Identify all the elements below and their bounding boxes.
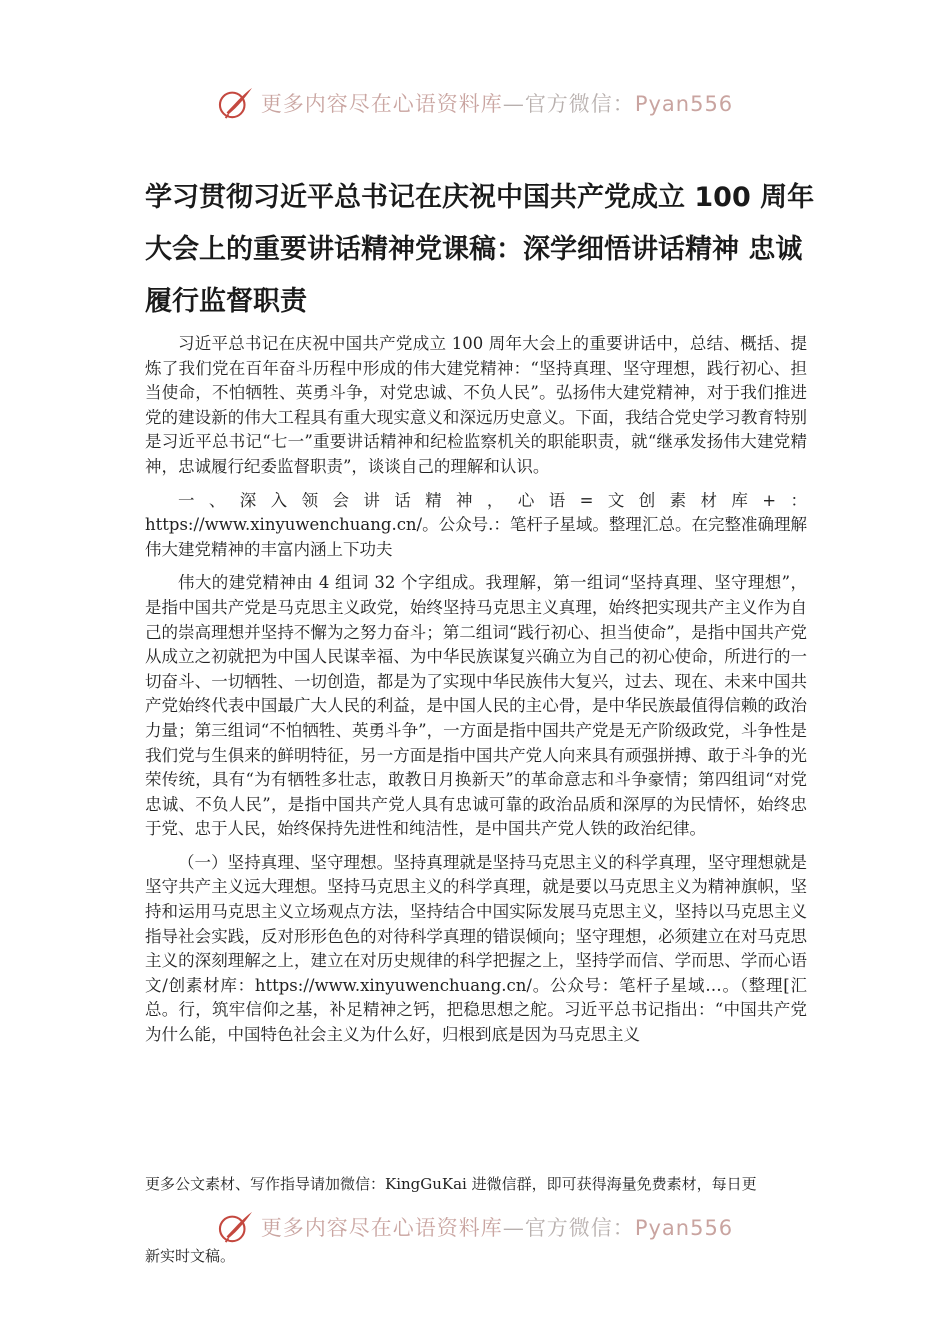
watermark-text: 更多内容尽在心语资料库 xyxy=(260,92,503,116)
paragraph-intro: 习近平总书记在庆祝中国共产党成立 100 周年大会上的重要讲话中，总结、概括、提炼了我们党在百年奋斗历程中形成的伟大建党精神：“坚持真理、坚守理想，践行初心、担当使命，不怕牺牲、英勇斗争，对党忠诚、不负人民”。弘扬伟大建党精神，对于我们推进党的建设新的伟大工程具有重大现实意义和深远历史意义。下面，我结合党史学习教育特别是习近平总书记“七一”重要讲话精神和纪检监察机关的职能职责，就“继承发扬伟大建党精神，忠诚履行纪委监督职责”，谈谈自己的理解和认识。 xyxy=(145,334,807,476)
watermark-top xyxy=(0,86,950,120)
watermark-wechat-id: Pyan556 xyxy=(634,92,734,116)
watermark-separator: —官方微信： xyxy=(502,92,635,116)
quill-logo-icon xyxy=(217,1210,255,1244)
document-body xyxy=(145,332,807,1057)
paragraph-truth-ideals: （一）坚持真理、坚守理想。坚持真理就是坚持马克思主义的科学真理，坚守理想就是坚守共产主义远大理想。坚持马克思主义的科学真理，就是要以马克思主义为精神旗帜，坚持和运用马克思主义立场观点方法，坚持结合中国实际发展马克思主义，坚持以马克思主义指导社会实践，反对形形色色的对待科学真理的错误倾向；坚守理想，必须建立在对马克思主义的深刻理解之上，建立在对历史规律的科学把握之上，坚持学而信、学而思、学而心语文/创素材库：https://www.xinyuwenchuang.cn/。公众号：笔杆子星域…。（整理[汇总。行，筑牢信仰之基，补足精神之钙，把稳思想之舵。习近平总书记指出：“中国共产党为什么能，中国特色社会主义为什么好，归根到底是因为马克思主义 xyxy=(145,852,807,1045)
footer-note: 更多公文素材、写作指导请加微信：KingGuKai 进微信群，即可获得海量免费素材，每日更 xyxy=(145,1175,757,1193)
document-title: 学习贯彻习近平总书记在庆祝中国共产党成立 100 周年大会上的重要讲话精神党课稿：深学细悟讲话精神 忠诚履行监督职责 xyxy=(145,182,815,317)
paragraph-section-heading: 一、深入领会讲话精神，心语=文创素材库+：https://www.xinyuwenchuang.cn/。公众号.：笔杆子星域。整理汇总。在完整准确理解伟大建党精神的丰富内涵上下功夫 xyxy=(145,490,807,559)
watermark-wechat-id: Pyan556 xyxy=(634,1216,734,1240)
footer-last-line: 新实时文稿。 xyxy=(145,1247,236,1265)
watermark-separator: —官方微信： xyxy=(502,1216,635,1240)
quill-logo-icon xyxy=(217,86,255,120)
paragraph-spirit-explanation: 伟大的建党精神由 4 组词 32 个字组成。我理解，第一组词“坚持真理、坚守理想”，是指中国共产党是马克思主义政党，始终坚持马克思主义真理，始终把实现共产主义作为自己的崇高理想并坚持不懈为之努力奋斗；第二组词“践行初心、担当使命”，是指中国共产党从成立之初就把为中国人民谋幸福、为中华民族谋复兴确立为自己的初心使命，所进行的一切奋斗、一切牺牲、一切创造，都是为了实现中华民族伟大复兴，过去、现在、未来中国共产党始终代表中国最广大人民的利益，是中国人民的主心骨，是中华民族最值得信赖的政治力量；第三组词“不怕牺牲、英勇斗争”，一方面是指中国共产党是无产阶级政党，斗争性是我们党与生俱来的鲜明特征，另一方面是指中国共产党人向来具有顽强拼搏、敢于斗争的光荣传统，具有“为有牺牲多壮志，敢教日月换新天”的革命意志和斗争豪情；第四组词“对党忠诚、不负人民”，是指中国共产党人具有忠诚可靠的政治品质和深厚的为民情怀，始终忠于党、忠于人民，始终保持先进性和纯洁性，是中国共产党人铁的政治纪律。 xyxy=(145,573,807,839)
watermark-text: 更多内容尽在心语资料库 xyxy=(260,1216,503,1240)
watermark-bottom xyxy=(0,1210,950,1244)
